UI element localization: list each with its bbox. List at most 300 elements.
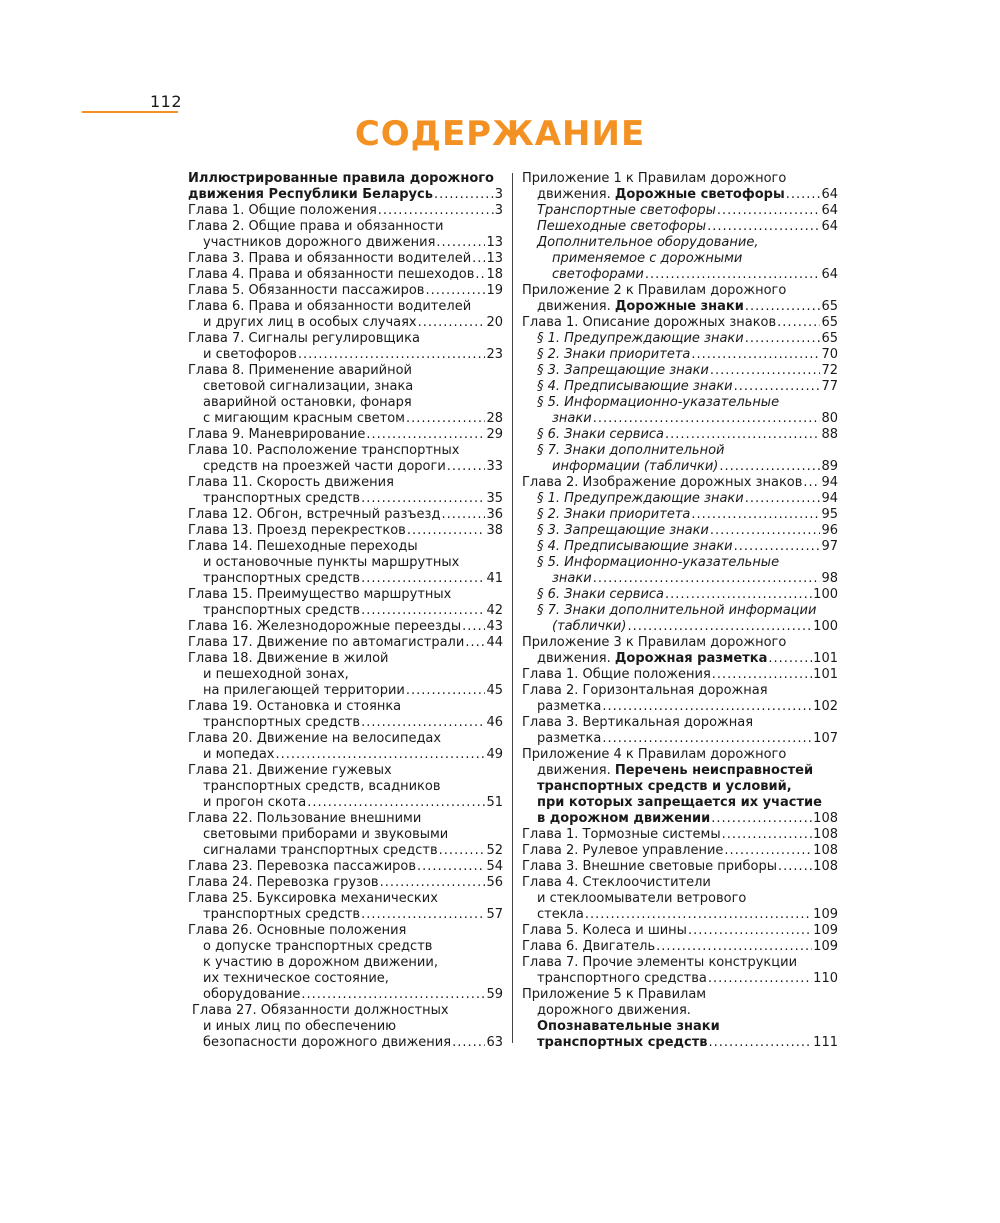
toc-entry-title: Глава 26. Основные положения [188,923,407,938]
toc-line [522,1003,838,1019]
toc-leader-dots [307,795,485,811]
toc-line [522,1019,838,1035]
toc-leader-dots [627,619,812,635]
toc-entry-title: § 4. Предписывающие знаки [537,379,733,394]
toc-line [522,763,838,779]
toc-entry-title: Глава 11. Скорость движения [188,475,394,490]
toc-page-number: 49 [486,747,503,762]
toc-entry-title: § 5. Информационно-указательные [537,395,780,410]
toc-page-number: 56 [486,875,503,890]
toc-line [522,555,838,571]
toc-entry-title: Приложение 4 к Правилам дорожного [522,747,787,762]
toc-line [188,171,503,187]
toc-page-number: 64 [821,203,838,218]
toc-leader-dots [786,187,821,203]
toc-page-number: 3 [494,187,503,202]
toc-entry-title [537,187,785,203]
toc-leader-dots [665,587,812,603]
toc-page-number: 63 [486,1035,503,1050]
toc-entry [188,1035,503,1051]
toc-page-number: 51 [486,795,503,810]
toc-entry [188,523,503,539]
toc-entry-title: Глава 3. Вертикальная дорожная [522,715,754,730]
toc-leader-dots [298,347,486,363]
toc-entry-title: Глава 14. Пешеходные переходы [188,539,418,554]
toc-leader-dots [777,315,820,331]
toc-entry-title: информации (таблички) [552,459,719,474]
toc-leader-dots [593,571,821,587]
toc-page-number: 111 [813,1035,838,1050]
toc-line [188,811,503,827]
toc-entry-title: и иных лиц по обеспечению [203,1019,397,1034]
toc-page-number: 23 [486,347,503,362]
toc-leader-dots [361,571,485,587]
toc-entry-title: транспортных средств, всадников [203,779,441,794]
toc-entry-title: Глава 25. Буксировка механических [188,891,438,906]
toc-entry [522,811,838,827]
toc-entry-title: средств на проезжей части дороги [203,459,446,474]
toc-entry [188,459,503,475]
toc-page-number: 64 [821,187,838,202]
toc-leader-dots [462,619,485,635]
toc-line [522,251,838,267]
toc-entry-title-part: движения. [537,299,615,314]
toc-entry-title: Иллюстрированные правила дорожного [188,171,494,186]
toc-entry-title: Глава 5. Обязанности пассажиров [188,283,425,298]
toc-line [188,379,503,395]
toc-page-number: 18 [486,267,503,282]
toc-leader-dots [378,203,494,219]
toc-entry-title: их техническое состояние, [203,971,389,986]
toc-line [188,763,503,779]
toc-entry-title: транспортного средства [537,971,707,986]
toc-leader-dots [722,827,813,843]
toc-entry-title-part: движения. [537,187,615,202]
toc-entry-title: Глава 6. Двигатель [522,939,656,954]
toc-leader-dots [645,267,821,283]
toc-page-number: 80 [821,411,838,426]
toc-entry [188,427,503,443]
toc-leader-dots [734,539,821,555]
toc-entry-title-bold: Дорожные светофоры [614,187,785,202]
toc-entry [522,907,838,923]
toc-page-number: 110 [813,971,838,986]
toc-leader-dots [602,731,812,747]
toc-entry-title: Глава 2. Горизонтальная дорожная [522,683,768,698]
toc-entry [188,843,503,859]
toc-leader-dots [709,1035,813,1051]
toc-entry-title: в дорожном движении [537,811,711,826]
toc-entry-title: Приложение 3 к Правилам дорожного [522,635,787,650]
toc-entry [188,251,503,267]
toc-page-number: 97 [821,539,838,554]
toc-line [522,987,838,1003]
toc-entry-title: Глава 5. Колеса и шины [522,923,687,938]
toc-leader-dots [803,475,820,491]
toc-entry-title: Глава 1. Тормозные системы [522,827,721,842]
toc-entry-title: Глава 12. Обгон, встречный разъезд [188,507,441,522]
toc-line [522,875,838,891]
toc-entry-title: знаки [552,411,592,426]
toc-leader-dots [719,459,820,475]
toc-page-number: 109 [813,923,838,938]
toc-leader-dots [710,363,821,379]
toc-entry-title: и остановочные пункты маршрутных [203,555,460,570]
toc-entry-title: Глава 2. Изображение дорожных знаков [522,475,803,490]
toc-entry-title: Глава 3. Права и обязанности водителей [188,251,472,266]
toc-leader-dots [439,843,486,859]
toc-entry-title: § 3. Запрещающие знаки [537,363,709,378]
toc-entry-title: § 1. Предупреждающие знаки [537,491,744,506]
toc-entry-title: Глава 8. Применение аварийной [188,363,413,378]
toc-leader-dots [711,811,812,827]
toc-page-number: 102 [813,699,838,714]
toc-line [188,651,503,667]
toc-entry-title: транспортных средств и условий, [537,779,792,794]
toc-line [188,1019,503,1035]
toc-entry-title: аварийной остановки, фонаря [203,395,412,410]
toc-entry-title: применяемое с дорожными [552,251,743,266]
toc-line [188,923,503,939]
toc-page-number: 94 [821,475,838,490]
toc-page-number: 108 [813,843,838,858]
toc-leader-dots [380,875,486,891]
toc-entry [188,267,503,283]
toc-page-number: 100 [813,619,838,634]
toc-entry-title: Пешеходные светофоры [537,219,707,234]
toc-entry-title-part: движения. [537,651,615,666]
toc-line [522,635,838,651]
toc-entry-title: и пешеходной зонах, [203,667,349,682]
toc-page-number: 98 [821,571,838,586]
toc-page-number: 3 [494,203,503,218]
toc-page-number: 72 [821,363,838,378]
toc-page-number: 101 [813,667,838,682]
toc-page-number: 65 [821,299,838,314]
toc-entry [188,907,503,923]
toc-leader-dots [778,859,812,875]
toc-entry-title: Глава 23. Перевозка пассажиров [188,859,417,874]
toc-entry-title: с мигающим красным светом [203,411,405,426]
toc-entry [522,1035,838,1051]
toc-entry [522,315,838,331]
toc-entry-title: разметка [537,731,602,746]
toc-page-number: 70 [821,347,838,362]
toc-entry-title: Дополнительное оборудование, [537,235,759,250]
toc-leader-dots [768,651,812,667]
toc-leader-dots [407,523,486,539]
toc-leader-dots [425,283,485,299]
toc-entry-title [537,299,744,315]
toc-line [188,539,503,555]
toc-page-number: 20 [486,315,503,330]
toc-entry-title: сигналами транспортных средств [203,843,438,858]
toc-page-number: 29 [486,427,503,442]
toc-entry-title-bold: Дорожные знаки [614,299,744,314]
toc-line [522,603,838,619]
toc-entry-title: знаки [552,571,592,586]
toc-entry [188,875,503,891]
toc-entry [188,315,503,331]
toc-page-number: 36 [486,507,503,522]
toc-leader-dots [707,219,820,235]
toc-page-number: 88 [821,427,838,442]
toc-entry-title-part: движения. [537,763,615,778]
toc-leader-dots [361,491,485,507]
column-divider [512,173,513,1043]
toc-leader-dots [406,411,485,427]
toc-leader-dots [710,523,821,539]
toc-entry [522,427,838,443]
toc-page-number: 41 [486,571,503,586]
toc-entry [522,187,838,203]
toc-line [188,939,503,955]
toc-entry [522,203,838,219]
toc-line [188,475,503,491]
toc-line [192,1003,503,1019]
toc-leader-dots [717,203,821,219]
toc-entry-title: транспортных средств [203,603,361,618]
toc-line [522,395,838,411]
toc-entry [522,699,838,715]
toc-line [188,891,503,907]
toc-entry [188,507,503,523]
toc-entry [188,795,503,811]
toc-page-number: 54 [486,859,503,874]
toc-entry [522,475,838,491]
toc-page-number: 33 [486,459,503,474]
toc-page-number: 108 [813,827,838,842]
toc-entry [522,411,838,427]
toc-entry-title: Глава 10. Расположение транспортных [188,443,460,458]
toc-entry-title: на прилегающей территории [203,683,405,698]
toc-page-number: 45 [486,683,503,698]
toc-entry-title: к участию в дорожном движении, [203,955,438,970]
toc-entry [522,939,838,955]
toc-entry [188,635,503,651]
toc-page-number: 107 [813,731,838,746]
toc-leader-dots [712,667,812,683]
toc-line [522,891,838,907]
toc-entry-title: транспортных средств [203,571,361,586]
toc-page-number: 64 [821,267,838,282]
toc-column-right [522,171,838,1051]
toc-entry-title: Опознавательные знаки [537,1019,720,1034]
toc-leader-dots [436,235,485,251]
toc-entry-title: § 7. Знаки дополнительной информации [537,603,817,618]
toc-entry-title: Глава 16. Железнодорожные переезды [188,619,462,634]
toc-page-number: 44 [486,635,503,650]
toc-entry-title: и прогон скота [203,795,307,810]
toc-line [188,731,503,747]
toc-entry-title: Глава 13. Проезд перекрестков [188,523,406,538]
toc-entry [522,491,838,507]
toc-entry [522,347,838,363]
toc-entry [522,331,838,347]
toc-entry-title: стекла [537,907,584,922]
toc-entry-title: Приложение 5 к Правилам [522,987,707,1002]
toc-entry [522,299,838,315]
toc-entry-title: § 1. Предупреждающие знаки [537,331,744,346]
toc-entry [522,731,838,747]
toc-entry [522,459,838,475]
toc-line [522,795,838,811]
toc-page-number: 42 [486,603,503,618]
page-title: СОДЕРЖАНИЕ [354,114,646,154]
toc-entry-title: Глава 24. Перевозка грузов [188,875,379,890]
toc-leader-dots [465,635,485,651]
toc-line [522,235,838,251]
page-number-underline [82,111,178,113]
toc-page-number: 35 [486,491,503,506]
toc-entry-title: § 4. Предписывающие знаки [537,539,733,554]
toc-entry-title: § 2. Знаки приоритета [537,347,691,362]
toc-entry [522,827,838,843]
toc-page-number: 94 [821,491,838,506]
toc-entry-title: и мопедах [203,747,275,762]
toc-line [522,715,838,731]
toc-entry [522,219,838,235]
toc-entry-title: Глава 17. Движение по автомагистрали [188,635,465,650]
toc-entry [522,859,838,875]
toc-entry [188,715,503,731]
toc-entry [188,683,503,699]
toc-entry-title: и стеклоомыватели ветрового [537,891,747,906]
toc-entry-title: Глава 18. Движение в жилой [188,651,389,666]
toc-entry [522,971,838,987]
toc-leader-dots [475,267,485,283]
toc-entry-title: § 3. Запрещающие знаки [537,523,709,538]
toc-entry-title: о допуске транспортных средств [203,939,433,954]
toc-entry-title: (таблички) [552,619,627,634]
toc-entry-title: Глава 22. Пользование внешними [188,811,422,826]
toc-entry-title: Глава 1. Описание дорожных знаков [522,315,777,330]
toc-line [522,955,838,971]
toc-leader-dots [447,459,486,475]
toc-line [522,443,838,459]
toc-line [188,331,503,347]
toc-entry [522,667,838,683]
toc-entry [522,539,838,555]
toc-entry-title: безопасности дорожного движения [203,1035,452,1050]
toc-line [188,219,503,235]
toc-entry-title: Глава 1. Общие положения [188,203,377,218]
toc-leader-dots [366,427,485,443]
toc-page-number: 64 [821,219,838,234]
toc-entry [522,587,838,603]
toc-entry-title: транспортных средств [537,1035,708,1050]
toc-page-number: 13 [486,251,503,266]
toc-leader-dots [417,859,485,875]
toc-leader-dots [418,315,486,331]
toc-entry-title: транспортных средств [203,491,361,506]
toc-entry [522,523,838,539]
toc-entry-title: Глава 4. Права и обязанности пешеходов [188,267,475,282]
toc-page-number: 43 [486,619,503,634]
toc-entry [188,987,503,1003]
toc-entry-title: § 5. Информационно-указательные [537,555,780,570]
toc-page-number: 19 [486,283,503,298]
toc-page-number: 101 [813,651,838,666]
toc-entry-title: Глава 20. Движение на велосипедах [188,731,442,746]
toc-leader-dots [361,907,485,923]
toc-leader-dots [301,987,485,1003]
toc-leader-dots [745,331,821,347]
toc-entry-title: световой сигнализации, знака [203,379,414,394]
toc-page-number: 57 [486,907,503,922]
toc-column-left [188,171,503,1051]
toc-entry-title: Приложение 1 к Правилам дорожного [522,171,787,186]
toc-line [188,587,503,603]
toc-line [522,747,838,763]
toc-page-number: 109 [813,907,838,922]
toc-entry-title: Глава 27. Обязанности должностных [192,1003,449,1018]
toc-entry [188,411,503,427]
toc-entry-title: дорожного движения. [537,1003,691,1018]
toc-entry-title: § 6. Знаки сервиса [537,587,665,602]
toc-leader-dots [602,699,812,715]
toc-entry-title: Транспортные светофоры [537,203,716,218]
toc-page-number: 59 [486,987,503,1002]
toc-entry [188,571,503,587]
toc-leader-dots [724,843,812,859]
toc-leader-dots [276,747,486,763]
toc-entry [522,363,838,379]
toc-entry-title: световыми приборами и звуковыми [203,827,449,842]
toc-line [188,827,503,843]
toc-entry [522,651,838,667]
toc-line [522,683,838,699]
toc-page-number: 38 [486,523,503,538]
toc-entry-title: Приложение 2 к Правилам дорожного [522,283,787,298]
toc-entry [188,203,503,219]
toc-leader-dots [688,923,812,939]
toc-line [188,443,503,459]
toc-entry-title: и других лиц в особых случаях [203,315,417,330]
toc-page-number: 13 [486,235,503,250]
toc-page-number: 28 [486,411,503,426]
toc-entry-title: Глава 2. Общие права и обязанности [188,219,444,234]
toc-entry [522,571,838,587]
toc-line [188,555,503,571]
toc-entry-title-bold: Дорожная разметка [614,651,768,666]
toc-line [188,299,503,315]
toc-leader-dots [734,379,821,395]
toc-line [188,779,503,795]
toc-entry [188,747,503,763]
toc-leader-dots [691,507,820,523]
toc-leader-dots [406,683,486,699]
toc-page-number: 95 [821,507,838,522]
toc-leader-dots [745,299,821,315]
toc-entry [188,283,503,299]
toc-entry-title: участников дорожного движения [203,235,436,250]
toc-page-number: 100 [813,587,838,602]
toc-leader-dots [656,939,812,955]
toc-leader-dots [472,251,485,267]
toc-line [188,363,503,379]
toc-line [522,283,838,299]
toc-entry-title: светофорами [552,267,644,282]
toc-line [522,779,838,795]
toc-entry [522,843,838,859]
toc-entry-title [537,763,813,778]
toc-page-number: 46 [486,715,503,730]
toc-entry-title: Глава 21. Движение гужевых [188,763,392,778]
toc-entry [188,491,503,507]
toc-line [188,971,503,987]
toc-entry [522,923,838,939]
